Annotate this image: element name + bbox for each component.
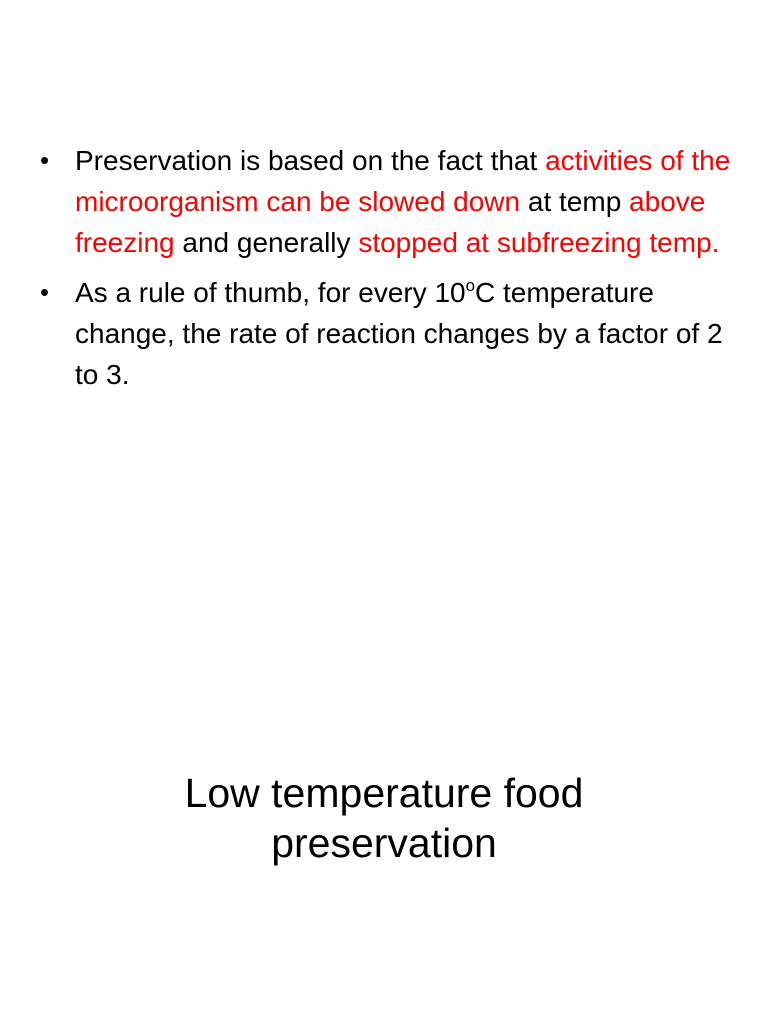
degree-superscript: o — [465, 275, 475, 295]
highlighted-text-segment: above freezing — [75, 186, 706, 258]
bullet-item-1 — [40, 140, 740, 263]
bullet-dot: • — [40, 277, 50, 307]
bullet-text-segment: C temperature change, the rate of reaction changes by a factor of 2 to 3. — [75, 277, 723, 390]
slide-title-line-2: preservation — [271, 820, 497, 866]
bullet-text-segment: As a rule of thumb, for every 10 — [75, 277, 466, 308]
slide-title-line-1: Low temperature food — [184, 770, 584, 816]
highlighted-text-segment: stopped at subfreezing temp. — [358, 227, 720, 258]
bullet-text-segment: at temp — [520, 186, 630, 217]
slide-title — [84, 768, 684, 868]
bullet-item-2 — [40, 272, 740, 395]
bullet-text-segment: Preservation is based on the fact that — [75, 145, 546, 176]
bullet-dot: • — [40, 145, 50, 175]
bullet-list — [40, 140, 740, 404]
bullet-text-segment: and generally — [174, 227, 359, 258]
highlighted-text-segment: activities of the microorganism can be slowed down — [75, 145, 731, 217]
